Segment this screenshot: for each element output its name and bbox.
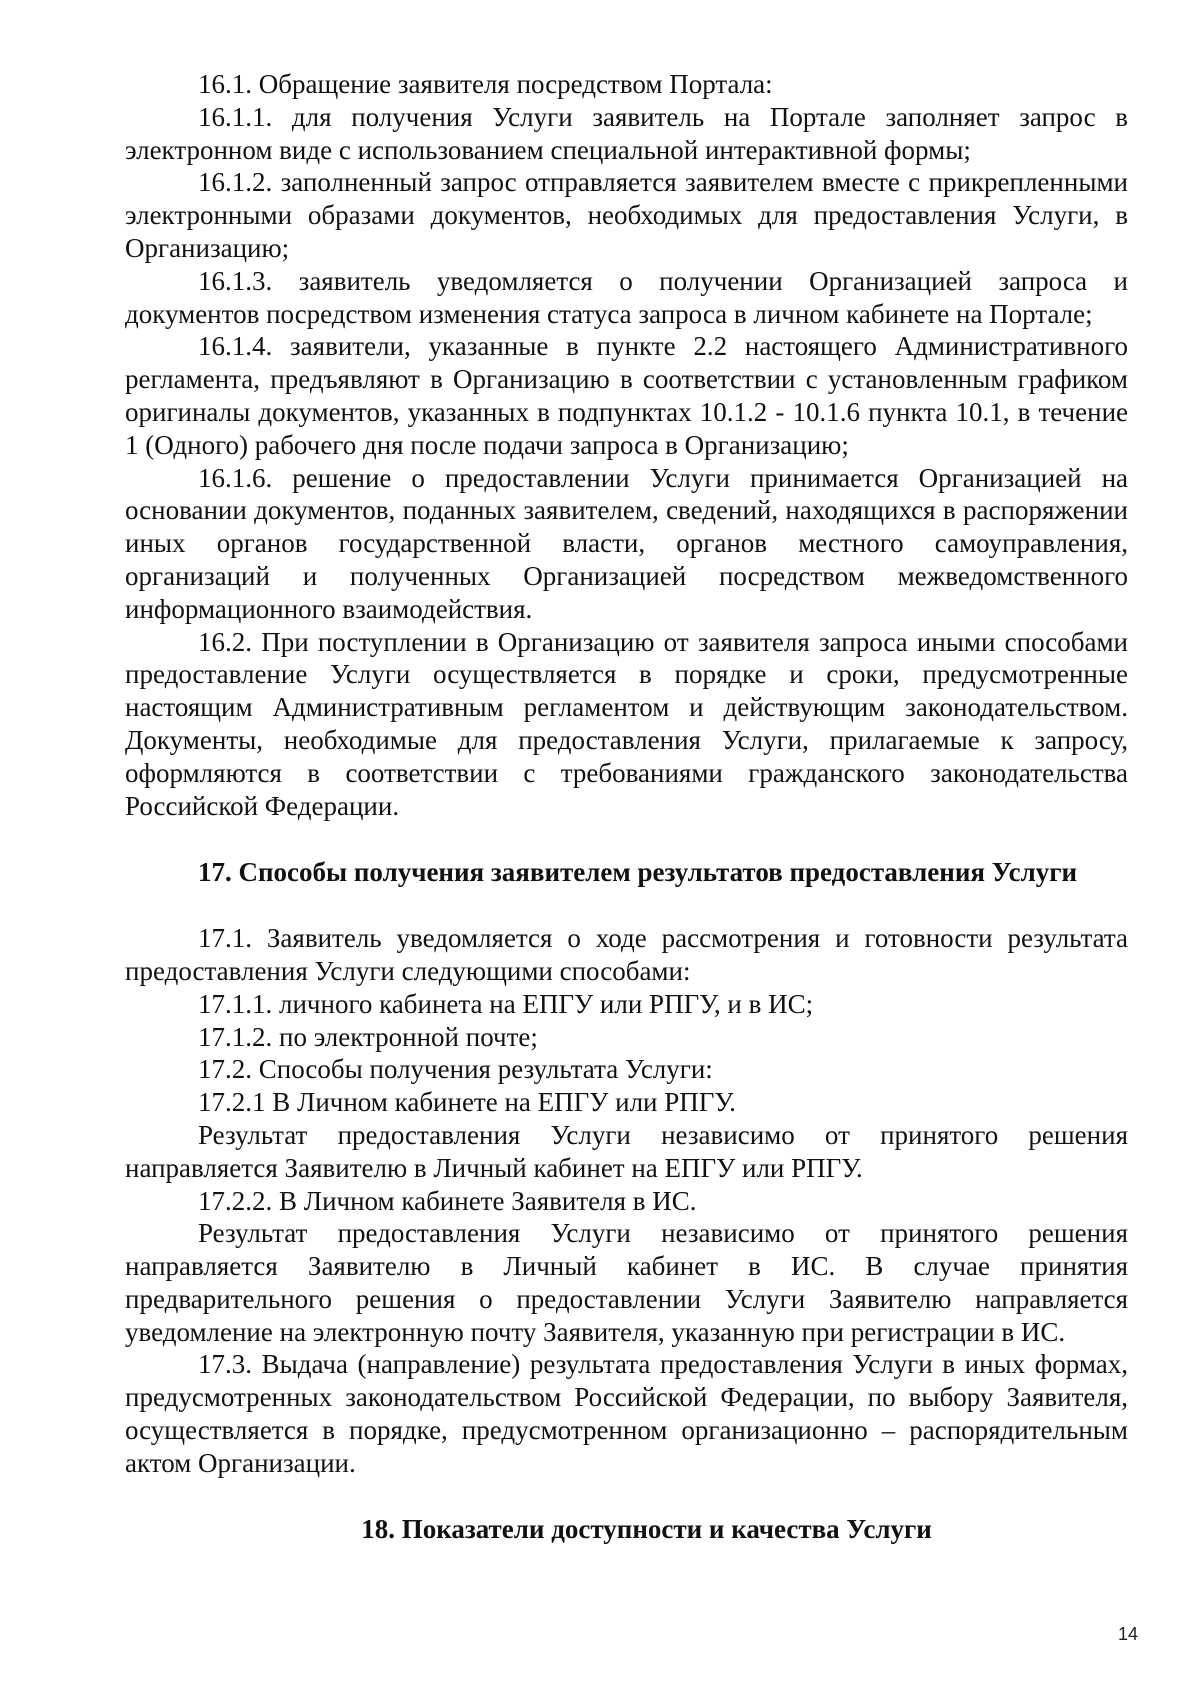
paragraph-17-2-1: 17.2.1 В Личном кабинете на ЕПГУ или РПГУ. [198,1087,736,1118]
paragraph-16-1: 16.1. Обращение заявителя посредством Портала: [198,69,773,99]
paragraph-16-1-1: 16.1.1. для получения Услуги заявитель на Портале заполняет запрос в электронном виде с использованием специальной интерактивной формы; [125,101,1128,165]
paragraph-17-2: 17.2. Способы получения результата Услуги: [198,1054,713,1085]
paragraph-17-2-2-result: Результат предоставления Услуги независимо от принятого решения направляется Заявителю в Личный кабинет в ИС. В случае принятия предварительного решения о предоставлении Услуги Заявителю направляется уведомление на электронную почту Заявителя, указанную при регистрации в ИС. [125,1218,1128,1347]
paragraph-17-1-2: 17.1.2. по электронной почте; [198,1021,538,1052]
paragraph-16-1-4: 16.1.4. заявители, указанные в пункте 2.2 настоящего Административного регламента, предъявляют в Организацию в соответствии с установленным графиком оригиналы документов, указанных в подпунктах 10.1.2 - 10.1.6 пункта 10.1, в течение 1 (Одного) рабочего дня после подачи запроса в Организацию; [125,331,1128,460]
paragraph-16-1-3: 16.1.3. заявитель уведомляется о получении Организацией запроса и документов посредством изменения статуса запроса в личном кабинете на Портале; [125,265,1128,329]
paragraph-17-2-1-result: Результат предоставления Услуги независимо от принятого решения направляется Заявителю в Личный кабинет на ЕПГУ или РПГУ. [125,1119,1128,1183]
section-18-heading: 18. Показатели доступности и качества Услуги [361,1513,932,1544]
paragraph-17-3: 17.3. Выдача (направление) результата предоставления Услуги в иных формах, предусмотренных законодательством Российской Федерации, по выбору Заявителя, осуществляется в порядке, предусмотренном организационно – распорядительным актом Организации. [125,1349,1128,1478]
section-17-body [125,922,1128,1480]
page-number: 14 [1117,1624,1138,1644]
section-16-body [125,68,1128,822]
section-17-heading: 17. Способы получения заявителем результатов предоставления Услуги [198,857,1078,888]
paragraph-17-1: 17.1. Заявитель уведомляется о ходе рассмотрения и готовности результата предоставления Услуги следующими способами: [125,923,1128,986]
document-page [125,68,1128,1545]
paragraph-17-2-2: 17.2.2. В Личном кабинете Заявителя в ИС. [198,1185,697,1216]
paragraph-17-1-1: 17.1.1. личного кабинета на ЕПГУ или РПГУ, и в ИС; [198,988,814,1019]
paragraph-16-1-6: 16.1.6. решение о предоставлении Услуги принимается Организацией на основании документов, поданных заявителем, сведений, находящихся в распоряжении иных органов государственной власти, органов местного самоуправления, организаций и полученных Организацией посредством межведомственного информационного взаимодействия. [125,462,1128,624]
paragraph-16-2: 16.2. При поступлении в Организацию от заявителя запроса иными способами предоставление Услуги осуществляется в порядке и сроки, предусмотренные настоящим Административным регламентом и действующим законодательством. Документы, необходимые для предоставления Услуги, прилагаемые к запросу, оформляются в соответствии с требованиями гражданского законодательства Российской Федерации. [125,626,1128,821]
paragraph-16-1-2: 16.1.2. заполненный запрос отправляется заявителем вместе с прикрепленными электронными образами документов, необходимых для предоставления Услуги, в Организацию; [125,167,1128,263]
